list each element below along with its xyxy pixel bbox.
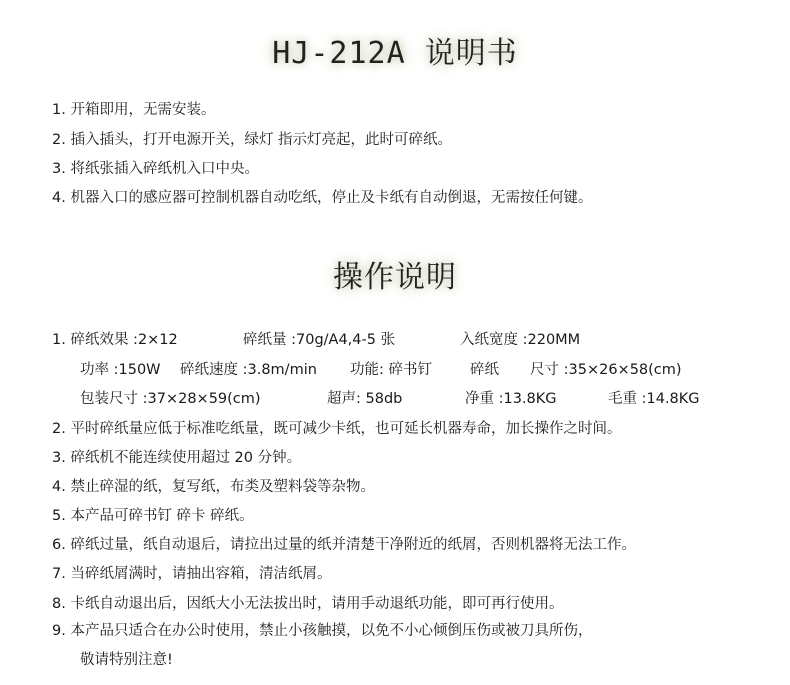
spec-entry-width: 入纸宽度 :220MM: [460, 332, 581, 348]
operation-item-2: 2. 平时碎纸量应低于标准吃纸量，既可减少卡纸，也可延长机器寿命，加长操作之时间。: [52, 421, 622, 437]
spec-speed: 碎纸速度 :3.8m/min: [180, 362, 317, 378]
spec-function: 功能: 碎书钉: [350, 362, 432, 378]
intro-item-2: 2. 插入插头，打开电源开关，绿灯 指示灯亮起，此时可碎纸。: [52, 132, 453, 148]
operation-item-9: 9. 本产品只适合在办公时使用，禁止小孩触摸，以免不小心倾倒压伤或被刀具所伤，: [52, 623, 593, 639]
operation-item-5: 5. 本产品可碎书钉 碎卡 碎纸。: [52, 508, 254, 524]
closing-note: 敬请特别注意!: [80, 652, 173, 668]
intro-item-3: 3. 将纸张插入碎纸机入口中央。: [52, 161, 259, 177]
operation-item-6: 6. 碎纸过量，纸自动退后，请拉出过量的纸并清楚干净附近的纸屑，否则机器将无法工作。: [52, 537, 636, 553]
operation-item-3: 3. 碎纸机不能连续使用超过 20 分钟。: [52, 450, 302, 466]
spec-shred-capacity: 碎纸量 :70g/A4,4-5 张: [243, 332, 396, 348]
intro-item-4: 4. 机器入口的感应器可控制机器自动吃纸，停止及卡纸有自动倒退，无需按任何键。: [52, 190, 593, 206]
operation-item-4: 4. 禁止碎湿的纸，复写纸，布类及塑料袋等杂物。: [52, 479, 375, 495]
spec-power: 功率 :150W: [80, 362, 161, 378]
operation-title: 操作说明: [333, 260, 457, 295]
spec-function-paper: 碎纸: [470, 362, 499, 378]
spec-net-weight: 净重 :13.8KG: [465, 391, 557, 407]
intro-item-1: 1. 开箱即用，无需安装。: [52, 102, 216, 118]
spec-package-size: 包装尺寸 :37×28×59(cm): [80, 391, 261, 407]
spec-shred-effect: 1. 碎纸效果 :2×12: [52, 332, 178, 348]
operation-item-7: 7. 当碎纸屑满时，请抽出容箱，清洁纸屑。: [52, 566, 332, 582]
operation-item-8: 8. 卡纸自动退出后，因纸大小无法拔出时，请用手动退纸功能，即可再行使用。: [52, 596, 564, 612]
spec-noise: 超声: 58db: [327, 391, 403, 407]
document-title: HJ-212A 说明书: [272, 36, 518, 71]
spec-gross-weight: 毛重 :14.8KG: [608, 391, 700, 407]
spec-size: 尺寸 :35×26×58(cm): [530, 362, 682, 378]
